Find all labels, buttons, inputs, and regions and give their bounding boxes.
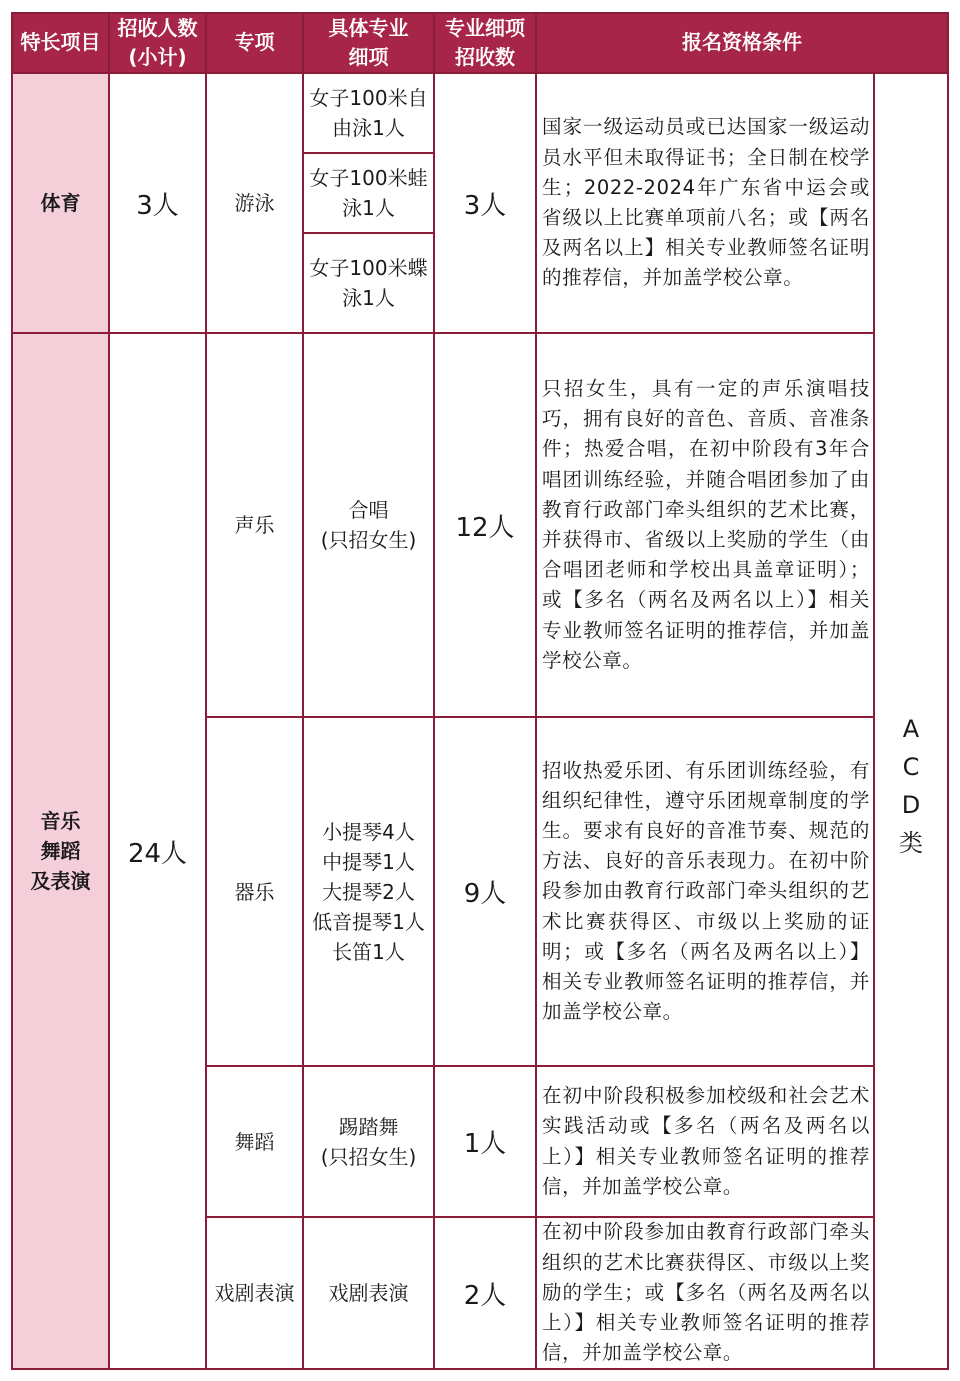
special-drama — [206, 1217, 303, 1369]
special-vocal — [206, 333, 303, 717]
project-music-line2: 舞蹈 — [40, 839, 81, 863]
category-char-4: 类 — [899, 829, 923, 857]
major-instruments-line1: 小提琴4人 — [322, 819, 415, 844]
header-major-line2: 细项 — [348, 44, 389, 69]
project-music-line3: 及表演 — [30, 869, 91, 893]
major-breaststroke-line1: 女子100米蛙 — [309, 166, 428, 190]
sub-quota-drama — [434, 1217, 536, 1369]
category-char-3: D — [901, 791, 921, 819]
sub-quota-sports-value: 3人 — [463, 190, 507, 221]
major-instruments-line2: 中提琴1人 — [322, 849, 415, 874]
quota-sports — [109, 73, 206, 333]
major-instruments-line5: 长笛1人 — [332, 939, 405, 964]
header-sub-quota-line1: 专业细项 — [445, 15, 525, 40]
requirement-drama — [536, 1217, 874, 1369]
project-music-line1: 音乐 — [40, 809, 81, 833]
requirement-vocal-text: 只招女生，具有一定的声乐演唱技巧，拥有良好的音色、音质、音准条件；热爱合唱，在初中阶段有3年合唱团训练经验，并随合唱团参加了由教育行政部门牵头组织的艺术比赛，并获得市、省级以上奖励的学生（由合唱团老师和学校出具盖章证明）；或【多名（两名及两名以上）】相关专业教师签名证明的推荐信，并加盖学校公章。 — [542, 376, 870, 672]
header-qualification-label: 报名资格条件 — [682, 30, 802, 54]
major-drama — [303, 1217, 434, 1369]
special-dance-label: 舞蹈 — [234, 1129, 275, 1154]
major-drama-label: 戏剧表演 — [328, 1281, 409, 1305]
grid-line — [535, 12, 537, 1370]
header-project — [12, 12, 109, 73]
major-freestyle-line2: 由泳1人 — [332, 116, 405, 140]
major-butterfly-line2: 泳1人 — [342, 286, 395, 310]
grid-line — [205, 12, 207, 1370]
major-instruments-line3: 大提琴2人 — [322, 879, 415, 904]
header-major-line1: 具体专业 — [328, 15, 409, 40]
requirement-instrumental — [536, 717, 874, 1066]
major-breaststroke-line2: 泳1人 — [342, 196, 395, 220]
major-instruments — [303, 717, 434, 1066]
special-instrumental-label: 器乐 — [234, 879, 275, 904]
grid-line — [11, 12, 949, 14]
sub-quota-drama-value: 2人 — [463, 1280, 507, 1311]
quota-music — [109, 333, 206, 1369]
major-choir — [303, 333, 434, 717]
major-instruments-line4: 低音提琴1人 — [312, 909, 425, 934]
header-sub-quota-line2: 招收数 — [455, 44, 515, 69]
grid-line — [947, 12, 949, 1370]
grid-line — [873, 73, 875, 1370]
major-tap-dance — [303, 1066, 434, 1217]
special-instrumental — [206, 717, 303, 1066]
header-special — [206, 12, 303, 73]
requirement-sports — [536, 73, 874, 333]
category-cell — [874, 73, 948, 1369]
grid-line — [205, 716, 875, 718]
sub-quota-instrumental — [434, 717, 536, 1066]
sub-quota-instrumental-value: 9人 — [463, 879, 507, 909]
sub-quota-dance — [434, 1066, 536, 1217]
category-char-1: A — [902, 715, 920, 743]
major-choir-line2: (只招女生) — [320, 528, 417, 552]
major-tap-dance-line1: 踢踏舞 — [338, 1114, 399, 1139]
project-cell-sports — [12, 73, 109, 333]
special-vocal-label: 声乐 — [234, 513, 275, 537]
grid-line — [108, 12, 110, 1370]
major-tap-dance-line2: (只招女生) — [320, 1144, 417, 1169]
header-quota-line2: (小计) — [128, 44, 187, 69]
requirement-dance-text: 在初中阶段积极参加校级和社会艺术实践活动或【多名（两名及两名以上）】相关专业教师签名证明的推荐信，并加盖学校公章。 — [542, 1084, 870, 1198]
project-cell-music — [12, 333, 109, 1369]
grid-line — [11, 12, 13, 1370]
header-qualification — [536, 12, 948, 73]
major-freestyle-line1: 女子100米自 — [309, 86, 428, 110]
grid-line — [11, 1368, 949, 1370]
sub-quota-vocal — [434, 333, 536, 717]
grid-line — [302, 12, 304, 1370]
project-sports-label: 体育 — [40, 191, 81, 215]
header-sub-quota — [434, 12, 536, 73]
grid-line — [302, 232, 435, 234]
requirement-sports-text: 国家一级运动员或已达国家一级运动员水平但未取得证书；全日制在校学生；2022-2024年广东省中运会或省级以上比赛单项前八名；或【两名及两名以上】相关专业教师签名证明的推荐信，并加盖学校公章。 — [542, 115, 870, 290]
sub-quota-dance-value: 1人 — [463, 1129, 507, 1159]
header-quota-line1: 招收人数 — [117, 15, 198, 40]
major-breaststroke — [303, 153, 434, 233]
grid-line — [433, 12, 435, 1370]
grid-line — [205, 1216, 875, 1218]
header-major — [303, 12, 434, 73]
grid-line — [205, 1065, 875, 1067]
major-choir-line1: 合唱 — [348, 498, 389, 522]
quota-music-value: 24人 — [127, 838, 188, 869]
header-special-label: 专项 — [234, 30, 275, 54]
special-swimming — [206, 73, 303, 333]
special-swimming-label: 游泳 — [234, 191, 275, 215]
header-project-label: 特长项目 — [20, 30, 101, 54]
sub-quota-vocal-value: 12人 — [455, 512, 515, 543]
quota-sports-value: 3人 — [136, 190, 179, 221]
grid-line — [11, 332, 875, 334]
grid-line — [302, 152, 435, 154]
requirement-dance — [536, 1066, 874, 1217]
major-butterfly — [303, 233, 434, 333]
major-freestyle — [303, 73, 434, 153]
sub-quota-sports — [434, 73, 536, 333]
special-drama-label: 戏剧表演 — [214, 1281, 295, 1305]
special-dance — [206, 1066, 303, 1217]
requirement-vocal — [536, 333, 874, 717]
requirement-drama-text: 在初中阶段参加由教育行政部门牵头组织的艺术比赛获得区、市级以上奖励的学生；或【多名（两名及两名以上）】相关专业教师签名证明的推荐信，并加盖学校公章。 — [542, 1220, 870, 1365]
header-quota — [109, 12, 206, 73]
requirement-instrumental-text: 招收热爱乐团、有乐团训练经验，有组织纪律性，遵守乐团规章制度的学生。要求有良好的音准节奏、规范的方法、良好的音乐表现力。在初中阶段参加由教育行政部门牵头组织的艺术比赛获得区、市级以上奖励的证明；或【多名（两名及两名以上）】相关专业教师签名证明的推荐信，并加盖学校公章。 — [542, 758, 870, 1024]
category-char-2: C — [902, 753, 920, 781]
grid-line — [11, 72, 949, 74]
major-butterfly-line1: 女子100米蝶 — [309, 256, 428, 280]
